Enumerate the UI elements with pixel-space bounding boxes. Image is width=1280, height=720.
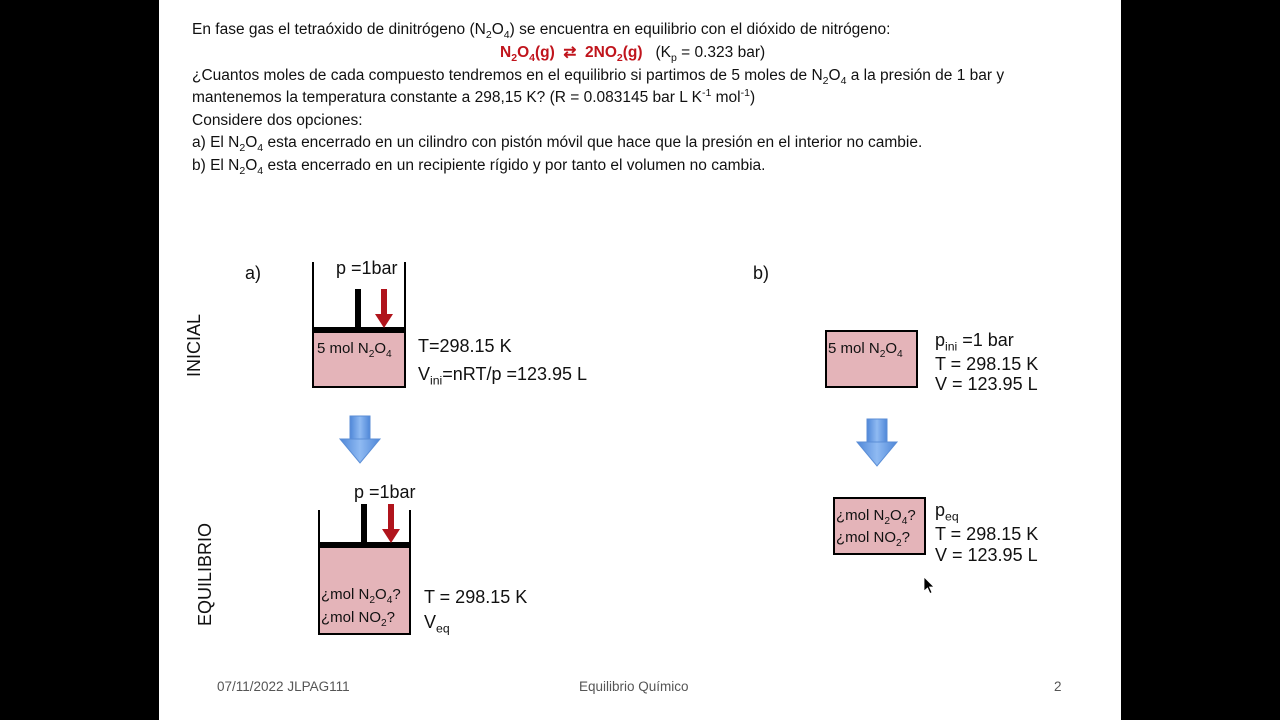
temperature-a-equilibrium: T = 298.15 K xyxy=(424,587,528,607)
moles-b-initial: 5 mol $N_2O_4$ xyxy=(828,340,903,360)
reaction-equation: $N_2O_4(g)$ ⇄ $2NO_2(g)$ ($K_p = 0.323$ bar) xyxy=(500,44,766,65)
consider-line: Considere dos opciones: xyxy=(192,112,363,129)
temperature-b-initial: T = 298.15 K xyxy=(935,354,1039,374)
pressure-arrow-icon xyxy=(375,289,393,328)
pressure-b-equilibrium: $p_{eq}$ xyxy=(935,500,959,524)
slide xyxy=(159,0,1121,720)
intro-line: En fase gas el tetraóxido de dinitrógeno $(N_2O_4)$ se encuentra en equilibrio con el dióxido de nitrógeno: xyxy=(192,21,891,42)
question-line-2: mantenemos la temperatura constante a 298,15 K? (R = 0.083145 bar L $K^{-1}$ mol$^{-1}$) xyxy=(192,86,756,106)
mouse-cursor-icon xyxy=(924,577,934,594)
moles-a-initial: 5 mol $N_2O_4$ xyxy=(317,340,392,360)
moles-n2o4-a-equilibrium: ¿mol $N_2O_4$? xyxy=(321,586,401,606)
question-line-1: ¿Cuantos moles de cada compuesto tendremos en el equilibrio si partimos de 5 moles de $N_2O_4$ a la presión de 1 bar y xyxy=(192,67,1005,88)
kp-value: ($K_p = 0.323$ bar) xyxy=(655,44,766,65)
footer-page-number: 2 xyxy=(1054,679,1062,694)
cylinder-a-initial xyxy=(312,262,406,388)
pressure-arrow-icon xyxy=(382,504,400,543)
volume-a-equilibrium: $V_{eq}$ xyxy=(424,612,450,636)
label-case-a: a) xyxy=(245,263,262,283)
option-a: a) El $N_2O_4$ esta encerrado en un cilindro con pistón móvil que hace que la presión en el interior no cambie. xyxy=(192,134,923,155)
moles-no2-b-equilibrium: ¿mol $NO_2$? xyxy=(836,529,911,549)
footer-date-author: 07/11/2022 JLPAG111 xyxy=(217,679,350,694)
volume-a-initial: $V_{ini}=nRT/p =123.95$ L xyxy=(418,364,588,388)
piston-rod-a-initial xyxy=(355,289,361,329)
footer-title: Equilibrio Químico xyxy=(579,679,689,694)
moles-no2-a-equilibrium: ¿mol $NO_2$? xyxy=(321,609,396,629)
pressure-a-equilibrium: p =1bar xyxy=(354,482,416,502)
pressure-b-initial: $p_{ini} =1$ bar xyxy=(935,330,1014,354)
pressure-a-initial: p =1bar xyxy=(336,258,398,278)
volume-b-equilibrium: V = 123.95 L xyxy=(935,545,1038,565)
down-arrow-icon xyxy=(340,416,380,463)
label-inicial: INICIAL xyxy=(184,313,204,377)
label-case-b: b) xyxy=(753,263,770,283)
piston-rod-a-equilibrium xyxy=(361,504,367,544)
temperature-a-initial: T=298.15 K xyxy=(418,336,512,356)
label-equilibrio: EQUILIBRIO xyxy=(195,522,215,626)
moles-n2o4-b-equilibrium: ¿mol $N_2O_4$? xyxy=(836,507,916,527)
option-b: b) El $N_2O_4$ esta encerrado en un recipiente rígido y por tanto el volumen no cambia. xyxy=(192,157,766,178)
volume-b-initial: V = 123.95 L xyxy=(935,374,1038,394)
equilibrium-arrow-icon: ⇄ xyxy=(563,44,577,61)
temperature-b-equilibrium: T = 298.15 K xyxy=(935,524,1039,544)
down-arrow-icon xyxy=(857,419,897,466)
